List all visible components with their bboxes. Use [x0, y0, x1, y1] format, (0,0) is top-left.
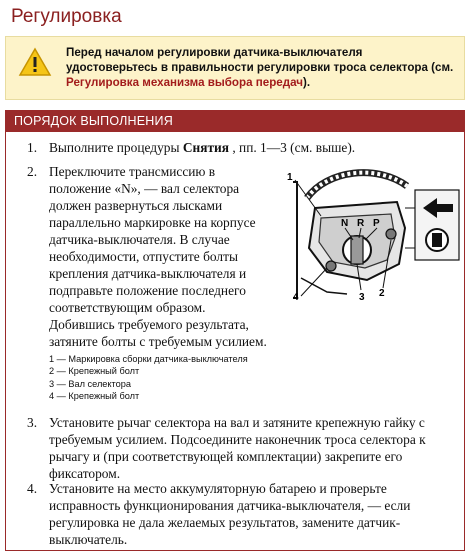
warning-text — [66, 45, 458, 90]
warning-box — [5, 36, 465, 100]
figure-label-R: R — [357, 218, 365, 229]
warning-line-2: удостоверьтесь в правильности регулировки троса селектора (см. — [66, 61, 454, 74]
figure-label-N: N — [341, 218, 349, 229]
step-4-line: исправность функционирования датчика-выключателя, — если — [49, 498, 411, 513]
figure-label-4: 4 — [293, 292, 299, 303]
step-3-line: фиксатором. — [49, 466, 121, 481]
selector-switch-figure — [287, 168, 463, 304]
step-2-line: Переключите трансмиссию в — [49, 164, 216, 179]
caption-item: 4 — Крепежный болт — [49, 391, 140, 402]
figure-label-P: P — [373, 218, 380, 229]
step-3-line: требуемым усилием. Подсоедините наконечник троса селектора к — [49, 432, 426, 447]
step-4-line: выключатель. — [49, 532, 128, 547]
step-3-text — [49, 414, 445, 482]
step-3-line: рычагу и (при соответствующей комплектации) закрепите его — [49, 449, 403, 464]
step-number: 2. — [27, 164, 38, 179]
section-header — [5, 110, 465, 132]
figure-label-2: 2 — [379, 288, 385, 299]
step-1-bold: Снятия — [182, 140, 229, 155]
step-number: 1. — [27, 140, 38, 155]
step-number: 4. — [27, 481, 38, 496]
warning-line-1: Перед началом регулировки датчика-выключателя — [66, 46, 363, 59]
figure-label-1: 1 — [287, 172, 293, 183]
step-2-line: параллельно маркировке на корпусе — [49, 215, 256, 230]
step-2-line: затяните болты с требуемым усилием. — [49, 334, 267, 349]
section-title: ПОРЯДОК ВЫПОЛНЕНИЯ — [14, 114, 173, 128]
figure-captions — [49, 353, 248, 403]
step-4-text — [49, 480, 449, 548]
step-1-pre: Выполните процедуры — [49, 140, 183, 155]
page-title: Регулировка — [11, 6, 122, 27]
step-4-line: регулировка не дала желаемых результатов, замените датчик- — [49, 515, 401, 530]
step-1-post: , пп. 1—3 (см. выше). — [228, 140, 356, 155]
step-2-text — [49, 163, 284, 350]
step-3-line: Установите рычаг селектора на вал и затяните крепежную гайку с — [49, 415, 425, 430]
step-2-line: соответствующим образом. — [49, 300, 206, 315]
warning-link-tail: ). — [303, 76, 311, 89]
step-2-line: подправьте положение последнего — [49, 283, 246, 298]
step-2-line: должен развернуться лысками — [49, 198, 223, 213]
step-2-line: Добившись требуемого результата, — [49, 317, 249, 332]
step-2-line: датчика-выключателя. В случае — [49, 232, 230, 247]
step-2-line: положение «N», — вал селектора — [49, 181, 240, 196]
step-2-line: крепления датчика-выключателя и — [49, 266, 247, 281]
figure-label-3: 3 — [359, 292, 365, 303]
warning-triangle-icon — [18, 47, 52, 77]
step-4-line: Установите на место аккумуляторную батарею и проверьте — [49, 481, 387, 496]
caption-item: 3 — Вал селектора — [49, 378, 131, 389]
step-1-text — [49, 139, 355, 156]
step-number: 3. — [27, 415, 38, 430]
warning-link[interactable]: Регулировка механизма выбора передач — [66, 76, 303, 89]
caption-item: 1 — Маркировка сборки датчика-выключателя — [49, 354, 248, 364]
step-2-line: необходимости, отпустите болты — [49, 249, 238, 264]
caption-item: 2 — Крепежный болт — [49, 366, 140, 377]
